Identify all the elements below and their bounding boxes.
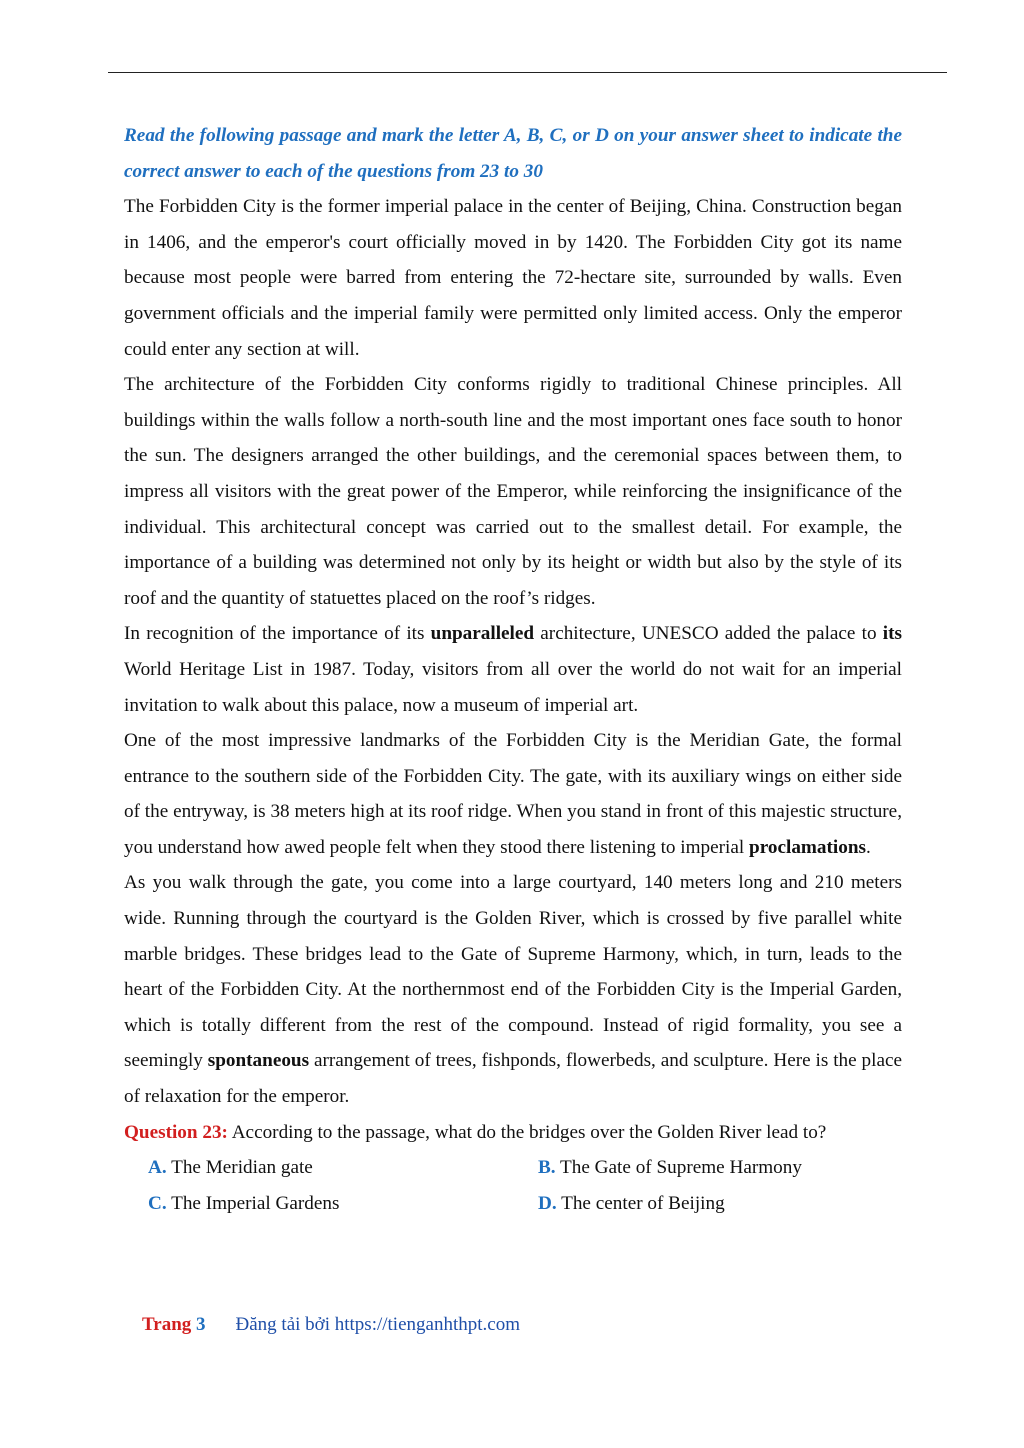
passage-paragraph-5 [124, 865, 902, 1114]
option-text: The Gate of Supreme Harmony [555, 1157, 802, 1179]
highlighted-word-unparalleled: unparalleled [430, 623, 535, 645]
instruction-text: Read the following passage and mark the letter A, B, C, or D on your answer sheet to indicate the correct answer to each of the questions from 23 to 30 [124, 125, 902, 182]
passage-paragraph-3 [124, 616, 902, 723]
passage-text: . [865, 836, 871, 858]
option-letter: C. [148, 1192, 167, 1214]
passage-paragraph-2: The architecture of the Forbidden City conforms rigidly to traditional Chinese principles. All buildings within the walls follow a north-south line and the most important ones face south to honor the sun. The designers arranged the other buildings, and the ceremonial spaces between them, to impress all visitors with the great power of the Emperor, while reinforcing the insignificance of the individual. This architectural concept was carried out to the smallest detail. For example, the importance of a building was determined not only by its height or width but also by the style of its roof and the quantity of statuettes placed on the roof’s ridges. [124, 374, 902, 609]
highlighted-word-its: its [882, 623, 902, 645]
highlighted-word-proclamations: proclamations [749, 836, 866, 858]
uploader-link[interactable]: Đăng tải bởi https://tienganhthpt.com [235, 1314, 520, 1335]
passage-text: In recognition of the importance of its [124, 623, 431, 645]
passage-text: World Heritage List in 1987. Today, visitors from all over the world do not wait for an imperial invitation to walk about this palace, now a museum of imperial art. [124, 658, 902, 716]
question-label: Question 23: [124, 1121, 228, 1143]
passage-text: As you walk through the gate, you come into a large courtyard, 140 meters long and 210 meters wide. Running through the courtyard is the Golden River, which is crossed by five parallel white marble bridges. These bridges lead to the Gate of Supreme Harmony, which, in turn, leads to the heart of the Forbidden City. At the northernmost end of the Forbidden City is the Imperial Garden, which is totally different from the rest of the compound. Instead of rigid formality, you see a seemingly [124, 872, 902, 1072]
document-body [124, 118, 902, 1221]
passage-text: architecture, UNESCO added the palace to [534, 623, 883, 645]
page-label: Trang [142, 1314, 197, 1335]
page-footer [142, 1314, 520, 1336]
passage-text: arrangement of trees, fishponds, flowerbeds, and sculpture. Here is the place of relaxation for the emperor. [124, 1050, 903, 1108]
option-letter: A. [148, 1157, 167, 1179]
option-text: The center of Beijing [556, 1192, 725, 1214]
option-b [538, 1150, 802, 1186]
question-text: According to the passage, what do the bridges over the Golden River lead to? [227, 1121, 827, 1143]
option-letter: D. [538, 1192, 557, 1214]
option-text: The Imperial Gardens [166, 1192, 340, 1214]
passage-text: One of the most impressive landmarks of the Forbidden City is the Meridian Gate, the formal entrance to the southern side of the Forbidden City. The gate, with its auxiliary wings on either side of the entryway, is 38 meters high at its roof ridge. When you stand in front of this majestic structure, you understand how awed people felt when they stood there listening to imperial [124, 730, 902, 858]
passage-paragraph-1: The Forbidden City is the former imperial palace in the center of Beijing, China. Construction began in 1406, and the emperor's court officially moved in by 1420. The Forbidden City got its name because most people were barred from entering the 72-hectare site, surrounded by walls. Even government officials and the imperial family were permitted only limited access. Only the emperor could enter any section at will. [124, 196, 902, 360]
header-rule [108, 72, 947, 73]
option-letter: B. [538, 1157, 556, 1179]
highlighted-word-spontaneous: spontaneous [207, 1050, 310, 1072]
answer-options [124, 1150, 902, 1221]
option-c [148, 1186, 339, 1222]
page-number: 3 [196, 1314, 206, 1335]
option-a [148, 1150, 313, 1186]
option-text: The Meridian gate [166, 1157, 313, 1179]
option-d [538, 1186, 725, 1222]
passage-paragraph-4 [124, 723, 902, 865]
question-23 [124, 1115, 902, 1151]
